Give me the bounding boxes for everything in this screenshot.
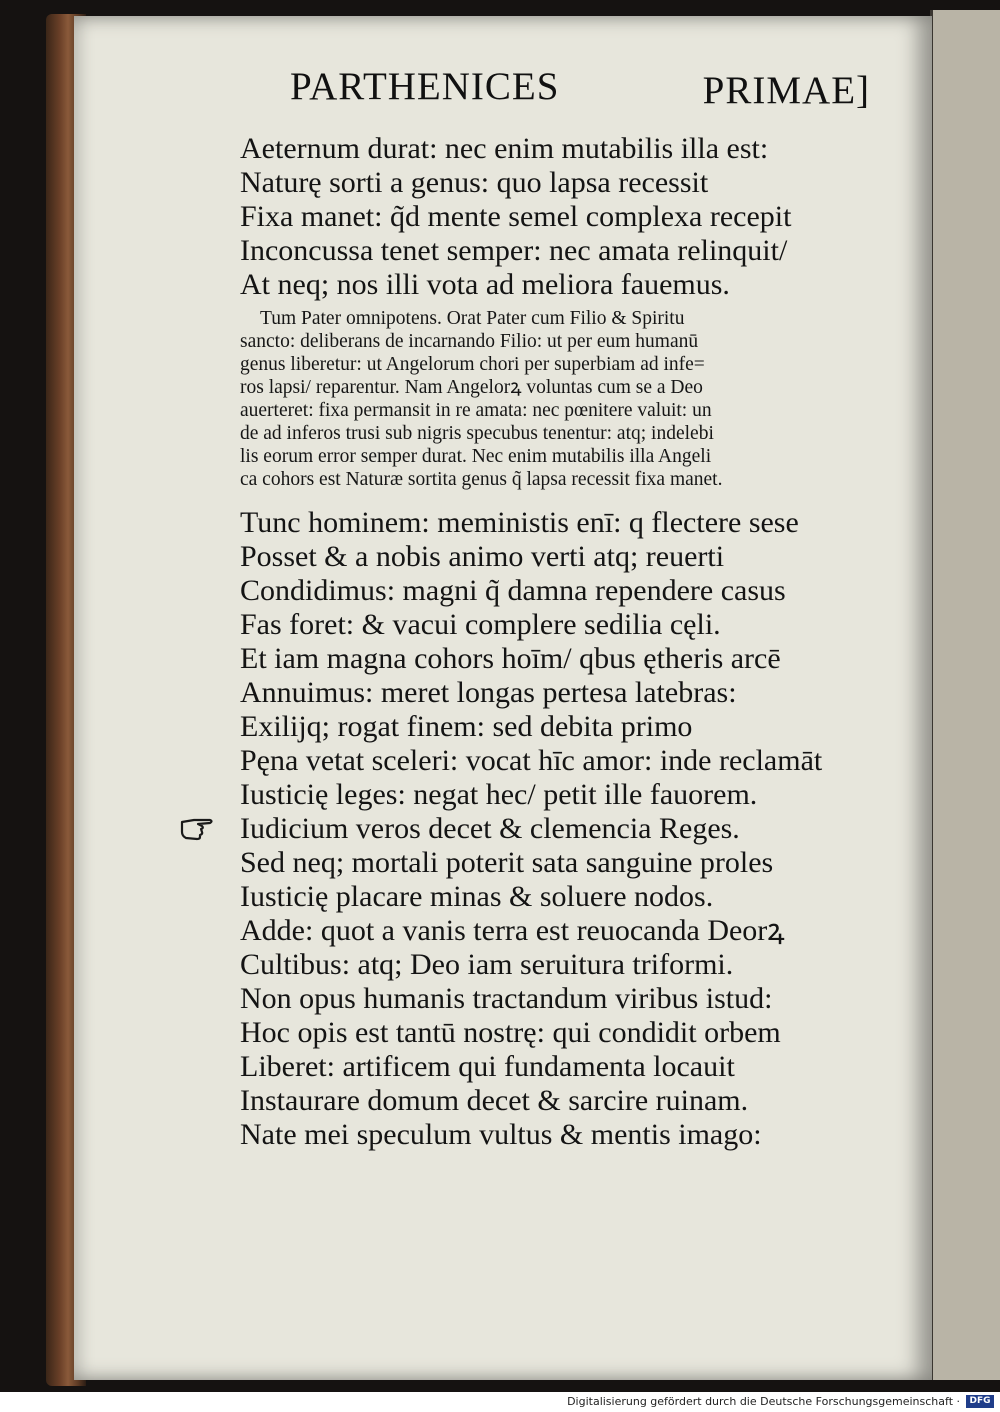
verse-line: Tunc hominem: meministis enī: q flectere sese xyxy=(240,506,799,539)
digitization-credit: Digitalisierung gefördert durch die Deutsche Forschungsgemeinschaft · xyxy=(567,1395,960,1408)
dfg-logo: DFG xyxy=(966,1395,994,1408)
verse-line: Iusticię placare minas & soluere nodos. xyxy=(240,880,714,913)
verse-line: Naturę sorti a genus: quo lapsa recessit xyxy=(240,166,709,199)
commentary-line: ros lapsi/ reparentur. Nam Angelorꝝ voluntas cum se a Deo xyxy=(240,377,703,398)
commentary-line: Tum Pater omnipotens. Orat Pater cum Filio & Spiritu xyxy=(260,308,685,329)
verse-line: Fas foret: & vacui complere sedilia cęli. xyxy=(240,608,721,641)
verse-line: Posset & a nobis animo verti atq; reuerti xyxy=(240,540,725,573)
verse-line: Non opus humanis tractandum viribus istud: xyxy=(240,982,773,1015)
running-head-left: PARTHENICES xyxy=(290,65,560,108)
verse-line: Condidimus: magni q̃ damna rependere casus xyxy=(240,574,786,607)
commentary-line: de ad inferos trusi sub nigris specubus tenentur: atq; indelebi xyxy=(240,423,714,444)
commentary-line: sancto: deliberans de incarnando Filio: ut per eum humanū xyxy=(240,331,699,352)
commentary-line: auerteret: fixa permansit in re amata: nec pœnitere valuit: un xyxy=(240,400,712,421)
verse-line: Pęna vetat sceleri: vocat hīc amor: inde reclamāt xyxy=(240,744,823,777)
verse-line: Inconcussa tenet semper: nec amata relinquit/ xyxy=(240,234,788,267)
verse-line: At neq; nos illi vota ad meliora fauemus. xyxy=(240,268,730,301)
verse-line: Nate mei speculum vultus & mentis imago: xyxy=(240,1118,762,1151)
verse-line: Cultibus: atq; Deo iam seruitura triformi. xyxy=(240,948,734,981)
commentary-line: ca cohors est Naturæ sortita genus q̃ lapsa recessit fixa manet. xyxy=(240,469,723,490)
verse-line: Sed neq; mortali poterit sata sanguine proles xyxy=(240,846,774,879)
verse-line: Iusticię leges: negat hec/ petit ille fauorem. xyxy=(240,778,758,811)
verse-line: Annuimus: meret longas pertesa latebras: xyxy=(240,676,737,709)
book-page xyxy=(74,16,932,1380)
verse-line: Fixa manet: q̃d mente semel complexa recepit xyxy=(240,200,792,233)
commentary-line: genus liberetur: ut Angelorum chori per superbiam ad infe= xyxy=(240,354,705,375)
manicule-icon xyxy=(180,814,214,842)
facing-page-edge xyxy=(930,10,1000,1380)
running-head xyxy=(290,64,870,114)
running-head-right: PRIMAE] xyxy=(702,69,870,112)
verse-line: Instaurare domum decet & sarcire ruinam. xyxy=(240,1084,749,1117)
verse-line: Liberet: artificem qui fundamenta locauit xyxy=(240,1050,735,1083)
commentary-line: lis eorum error semper durat. Nec enim mutabilis illa Angeli xyxy=(240,446,712,467)
verse-line: Adde: quot a vanis terra est reuocanda Deorꝝ xyxy=(240,914,785,947)
verse-line: Iudicium veros decet & clemencia Reges. xyxy=(240,812,740,845)
verse-line: Exilijq; rogat finem: sed debita primo xyxy=(240,710,693,743)
verse-line: Aeternum durat: nec enim mutabilis illa est: xyxy=(240,132,769,165)
verse-line: Hoc opis est tantū nostrę: qui condidit orbem xyxy=(240,1016,781,1049)
verse-line: Et iam magna cohors hoīm/ qbus ętheris arcē xyxy=(240,642,781,675)
